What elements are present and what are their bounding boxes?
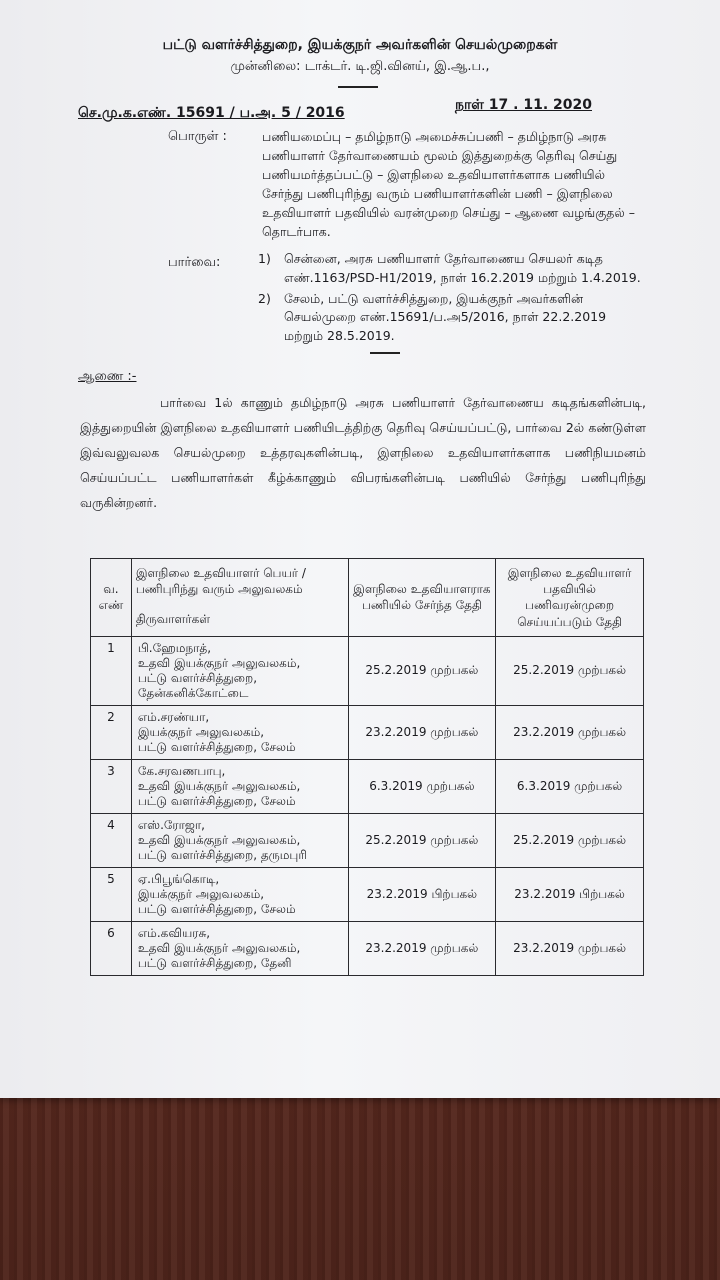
employee-name: எம்.கவியரசு, bbox=[137, 925, 211, 940]
order-date: நாள் 17 . 11. 2020 bbox=[455, 97, 592, 113]
row-join-date: 23.2.2019 முற்பகல் bbox=[348, 921, 496, 975]
employee-name: கே.சரவணபாபு, bbox=[137, 763, 226, 778]
row-regularize-date: 25.2.2019 முற்பகல் bbox=[496, 813, 644, 867]
reference-number-marker: 2) bbox=[258, 290, 271, 306]
table-header-row bbox=[91, 559, 644, 637]
references-divider bbox=[370, 352, 400, 354]
reference-number: செ.மு.க.எண். 15691 / ப.அ. 5 / 2016 bbox=[78, 105, 345, 121]
reference-text: சென்னை, அரசு பணியாளர் தேர்வாணைய செயலர் கடித எண்.1163/PSD-H1/2019, நாள் 16.2.2019 மற்றும் 1.4.2019. bbox=[284, 251, 641, 285]
header-name-text: இளநிலை உதவியாளர் பெயர் / பணிபுரிந்து வரும் அலுவலகம் bbox=[135, 566, 306, 597]
office-line: பட்டு வளர்ச்சித்துறை, சேலம் bbox=[137, 739, 296, 754]
header-sl-no: வ. எண் bbox=[91, 559, 132, 637]
reference-text: சேலம், பட்டு வளர்ச்சித்துறை, இயக்குநர் அவர்களின் செயல்முறை எண்.15691/ப.அ5/2016, நாள் 22.2.2019 மற்றும் 28.5.2019. bbox=[284, 290, 607, 343]
row-join-date: 23.2.2019 முற்பகல் bbox=[348, 705, 496, 759]
table-row bbox=[91, 867, 644, 921]
row-join-date: 23.2.2019 பிற்பகல் bbox=[348, 867, 496, 921]
row-name-office bbox=[131, 813, 348, 867]
table-row bbox=[91, 705, 644, 759]
wooden-desk-background bbox=[0, 1098, 720, 1280]
row-name-office bbox=[131, 921, 348, 975]
row-name-office bbox=[131, 705, 348, 759]
office-line: தேன்கனிக்கோட்டை bbox=[137, 685, 249, 700]
row-join-date: 25.2.2019 முற்பகல் bbox=[348, 636, 496, 705]
row-join-date: 25.2.2019 முற்பகல் bbox=[348, 813, 496, 867]
office-line: உதவி இயக்குநர் அலுவலகம், bbox=[137, 832, 301, 847]
presence-line: முன்னிலை: டாக்டர். டி.ஜி.வினய், இ.ஆ.ப., bbox=[230, 59, 490, 74]
order-paragraph: பார்வை 1ல் காணும் தமிழ்நாடு அரசு பணியாளர் தேர்வாணைய கடிதங்களின்படி, இத்துறையின் இளநிலை உதவியாளர் பணியிடத்திற்கு தெரிவு செய்யப்பட்டு, பார்வை 2ல் கண்டுள்ள இவ்வலுவலக செயல்முறை உத்தரவுகளின்படி, இளநிலை உதவியாளர்களாக பணிநியமனம் செய்யப்பட்ட பணியாளர்கள் கீழ்க்காணும் விபரங்களின்படி பணியில் சேர்ந்து பணிபுரிந்து வருகின்றனர். bbox=[80, 395, 646, 510]
office-line: உதவி இயக்குநர் அலுவலகம், bbox=[137, 940, 301, 955]
employee-name: பி.ஹேமநாத், bbox=[137, 640, 212, 655]
row-sl: 3 bbox=[91, 759, 132, 813]
row-name-office bbox=[131, 759, 348, 813]
office-line: பட்டு வளர்ச்சித்துறை, தருமபுரி bbox=[137, 847, 307, 862]
table-row bbox=[91, 813, 644, 867]
table-row bbox=[91, 636, 644, 705]
reference-item bbox=[258, 290, 646, 346]
row-name-office bbox=[131, 867, 348, 921]
table-row bbox=[91, 921, 644, 975]
row-sl: 2 bbox=[91, 705, 132, 759]
reference-number-marker: 1) bbox=[258, 251, 271, 266]
office-line: இயக்குநர் அலுவலகம், bbox=[137, 886, 265, 901]
title-divider bbox=[338, 86, 378, 88]
employees-table bbox=[90, 558, 644, 976]
references-label: பார்வை: bbox=[168, 255, 221, 270]
row-name-office bbox=[131, 636, 348, 705]
office-title: பட்டு வளர்ச்சித்துறை, இயக்குநர் அவர்களின் செயல்முறைகள் bbox=[162, 37, 558, 53]
header-regularize-date: இளநிலை உதவியாளர் பதவியில் பணிவரன்முறை செய்யப்படும் தேதி bbox=[496, 559, 644, 637]
row-join-date: 6.3.2019 முற்பகல் bbox=[348, 759, 496, 813]
subject-text: பணியமைப்பு – தமிழ்நாடு அமைச்சுப்பணி – தமிழ்நாடு அரசு பணியாளர் தேர்வாணையம் மூலம் இத்துறைக்கு தெரிவு செய்து பணியமர்த்தப்பட்டு – இளநிலை உதவியாளர்களாக பணியில் சேர்ந்து பணிபுரிந்து வரும் பணியாளர்களின் பணி – இளநிலை உதவியாளர் பதவியில் வரன்முறை செய்து – ஆணை வழங்குதல் – தொடர்பாக. bbox=[262, 129, 635, 239]
row-sl: 6 bbox=[91, 921, 132, 975]
row-sl: 5 bbox=[91, 867, 132, 921]
office-line: பட்டு வளர்ச்சித்துறை, தேனி bbox=[137, 955, 292, 970]
header-name-subtitle: திருவாளர்கள் bbox=[135, 612, 211, 627]
employee-name: ஏ.பிபூங்கொடி, bbox=[137, 871, 220, 886]
employee-name: எம்.சரண்யா, bbox=[137, 709, 210, 724]
office-line: பட்டு வளர்ச்சித்துறை, சேலம் bbox=[137, 793, 296, 808]
employee-name: எஸ்.ரோஜா, bbox=[137, 817, 205, 832]
row-sl: 4 bbox=[91, 813, 132, 867]
row-regularize-date: 23.2.2019 முற்பகல் bbox=[496, 705, 644, 759]
office-line: உதவி இயக்குநர் அலுவலகம், bbox=[137, 655, 301, 670]
office-line: உதவி இயக்குநர் அலுவலகம், bbox=[137, 778, 301, 793]
header-join-date: இளநிலை உதவியாளராக பணியில் சேர்ந்த தேதி bbox=[348, 559, 496, 637]
row-regularize-date: 25.2.2019 முற்பகல் bbox=[496, 636, 644, 705]
row-regularize-date: 6.3.2019 முற்பகல் bbox=[496, 759, 644, 813]
references-list bbox=[258, 250, 646, 348]
row-regularize-date: 23.2.2019 பிற்பகல் bbox=[496, 867, 644, 921]
table-row bbox=[91, 759, 644, 813]
office-line: இயக்குநர் அலுவலகம், bbox=[137, 724, 265, 739]
office-line: பட்டு வளர்ச்சித்துறை, சேலம் bbox=[137, 901, 296, 916]
office-line: பட்டு வளர்ச்சித்துறை, bbox=[137, 670, 258, 685]
header-name-office bbox=[131, 559, 348, 637]
order-label: ஆணை :- bbox=[78, 369, 137, 384]
subject-label: பொருள் : bbox=[168, 129, 227, 144]
row-sl: 1 bbox=[91, 636, 132, 705]
row-regularize-date: 23.2.2019 முற்பகல் bbox=[496, 921, 644, 975]
reference-item bbox=[258, 250, 646, 288]
